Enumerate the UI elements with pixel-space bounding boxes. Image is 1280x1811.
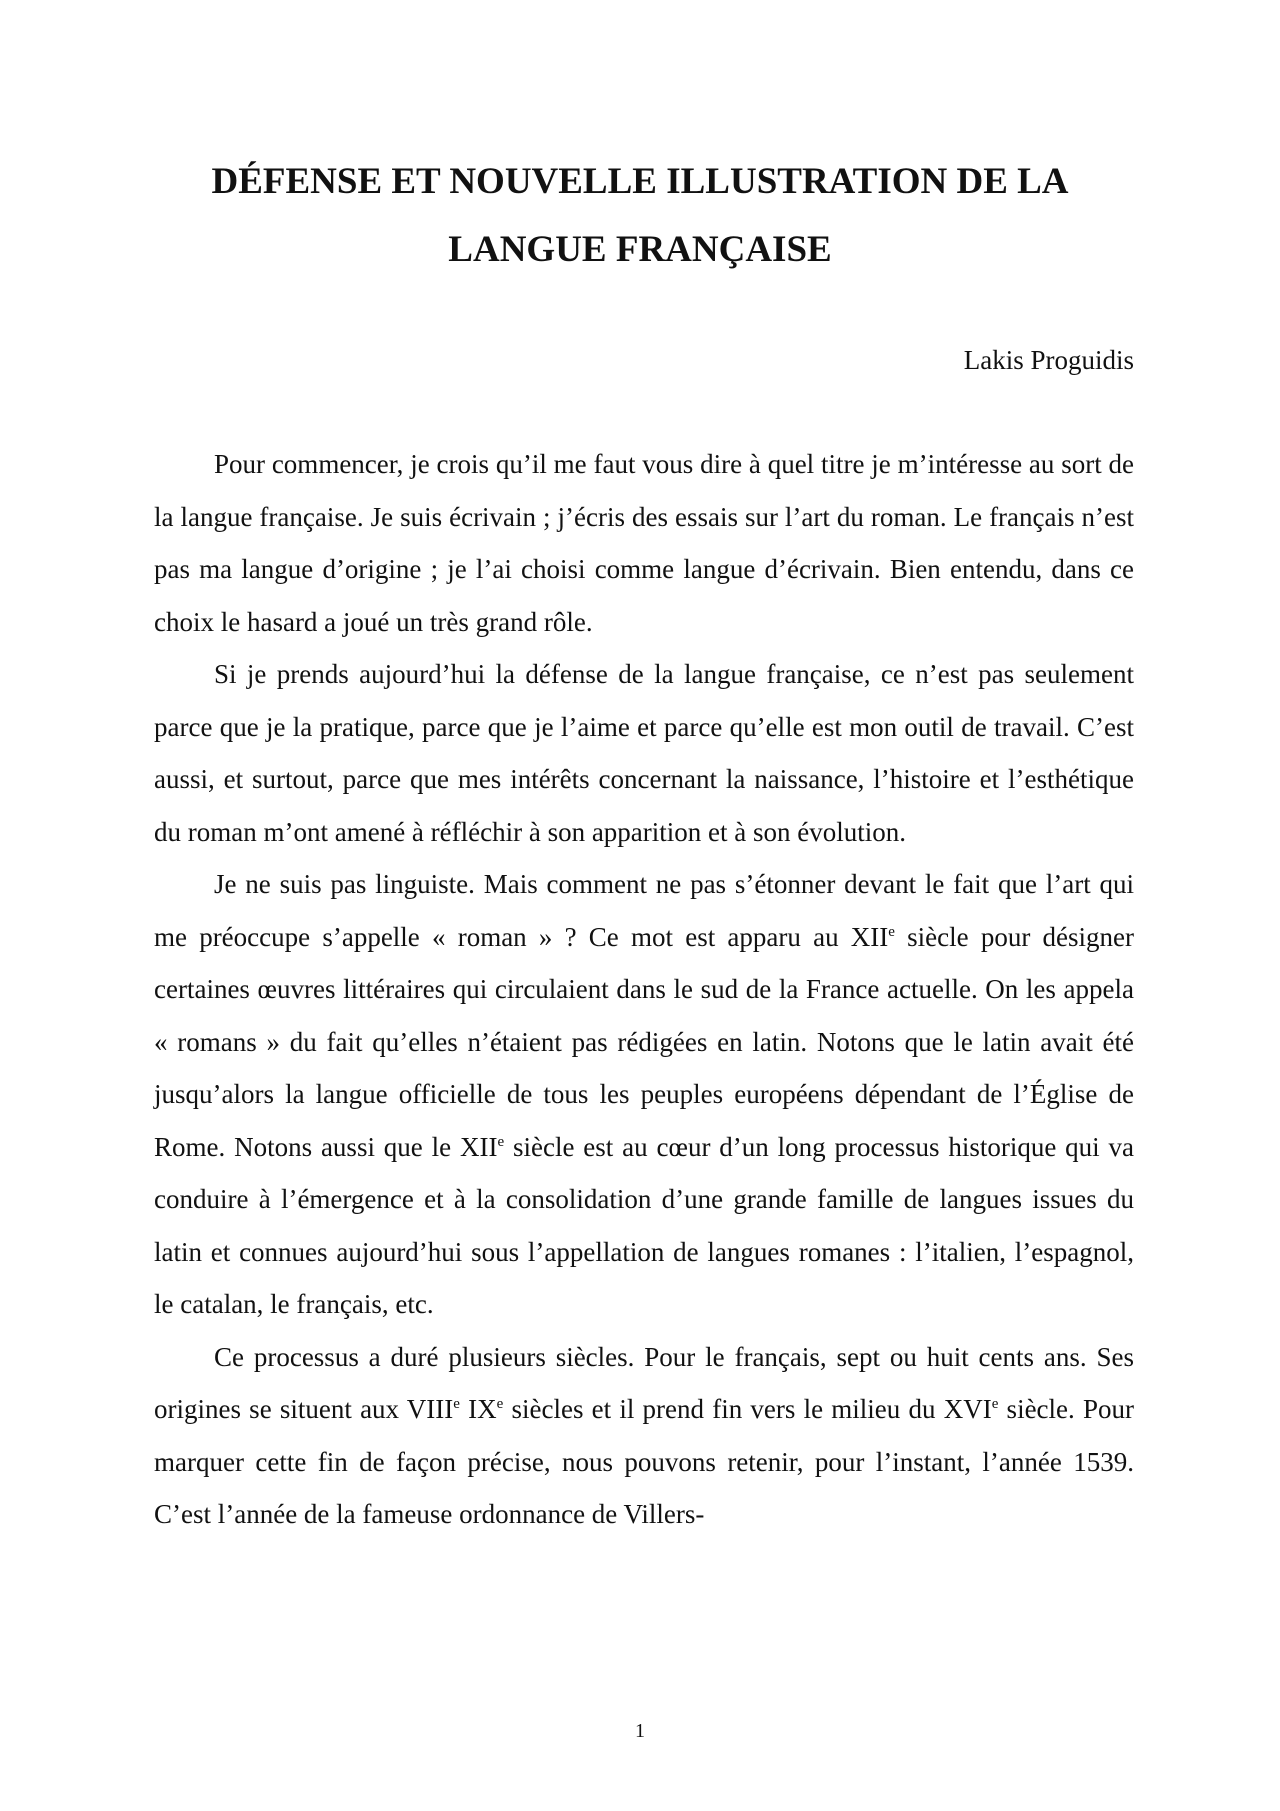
paragraph-3 [154,858,1134,1331]
page-number: 1 [635,1720,645,1742]
paragraph-3-part-2: siècle pour désigner certaines œuvres littéraires qui circulaient dans le sud de la France actuelle. On les appela « romans » du fait qu’elles n’étaient pas rédigées en latin. Notons que le latin avait été jusqu’alors la langue officielle de tous les peuples européens dépendant de l’Église de Rome. Notons aussi que le XII [154,921,1134,1162]
superscript-e: e [496,1396,504,1412]
paragraph-4-part-3: siècles et il prend fin vers le milieu du XVI [503,1394,992,1424]
paragraph-4-part-2: IX [459,1394,497,1424]
superscript-e: e [991,1396,999,1412]
paragraph-3-part-3: siècle est au cœur d’un long processus historique qui va conduire à l’émergence et à la consolidation d’une grande famille de langues issues du latin et connues aujourd’hui sous l’appellation de langues romanes : l’italien, l’espagnol, le catalan, le français, etc. [154,1131,1135,1319]
paragraph-4-part-4: siècle. Pour marquer cette fin de façon précise, nous pouvons retenir, pour l’instant, l’année 1539. C’est l’année de la fameuse ordonnance de Villers- [154,1394,1134,1529]
body-text [154,438,1134,1541]
paragraph-1: Pour commencer, je crois qu’il me faut vous dire à quel titre je m’intéresse au sort de la langue française. Je suis écrivain ; j’écris des essais sur l’art du roman. Le français n’est pas ma langue d’origine ; je l’ai choisi comme langue d’écrivain. Bien entendu, dans ce choix le hasard a joué un très grand rôle. [154,449,1134,637]
paragraph-4 [154,1331,1134,1541]
superscript-e: e [453,1396,460,1412]
paragraph-3-part-1: Je ne suis pas linguiste. Mais comment ne pas s’étonner devant le fait que l’art qui me préoccupe s’appelle « roman » ? Ce mot est apparu au XII [154,869,1134,952]
author-name: Lakis Proguidis [963,345,1134,375]
paragraph-2: Si je prends aujourd’hui la défense de la langue française, ce n’est pas seulement parce que je la pratique, parce que je l’aime et parce qu’elle est mon outil de travail. C’est aussi, et surtout, parce que mes intérêts concernant la naissance, l’histoire et l’esthétique du roman m’ont amené à réfléchir à son apparition et à son évolution. [154,659,1134,847]
document-title: DÉFENSE ET NOUVELLE ILLUSTRATION DE LA LANGUE FRANÇAISE [211,161,1069,270]
paragraph-4-part-1: Ce processus a duré plusieurs siècles. Pour le français, sept ou huit cents ans. Ses origines se situent aux VIII [154,1341,1134,1424]
superscript-e: e [497,1133,505,1150]
superscript-e: e [888,923,895,940]
